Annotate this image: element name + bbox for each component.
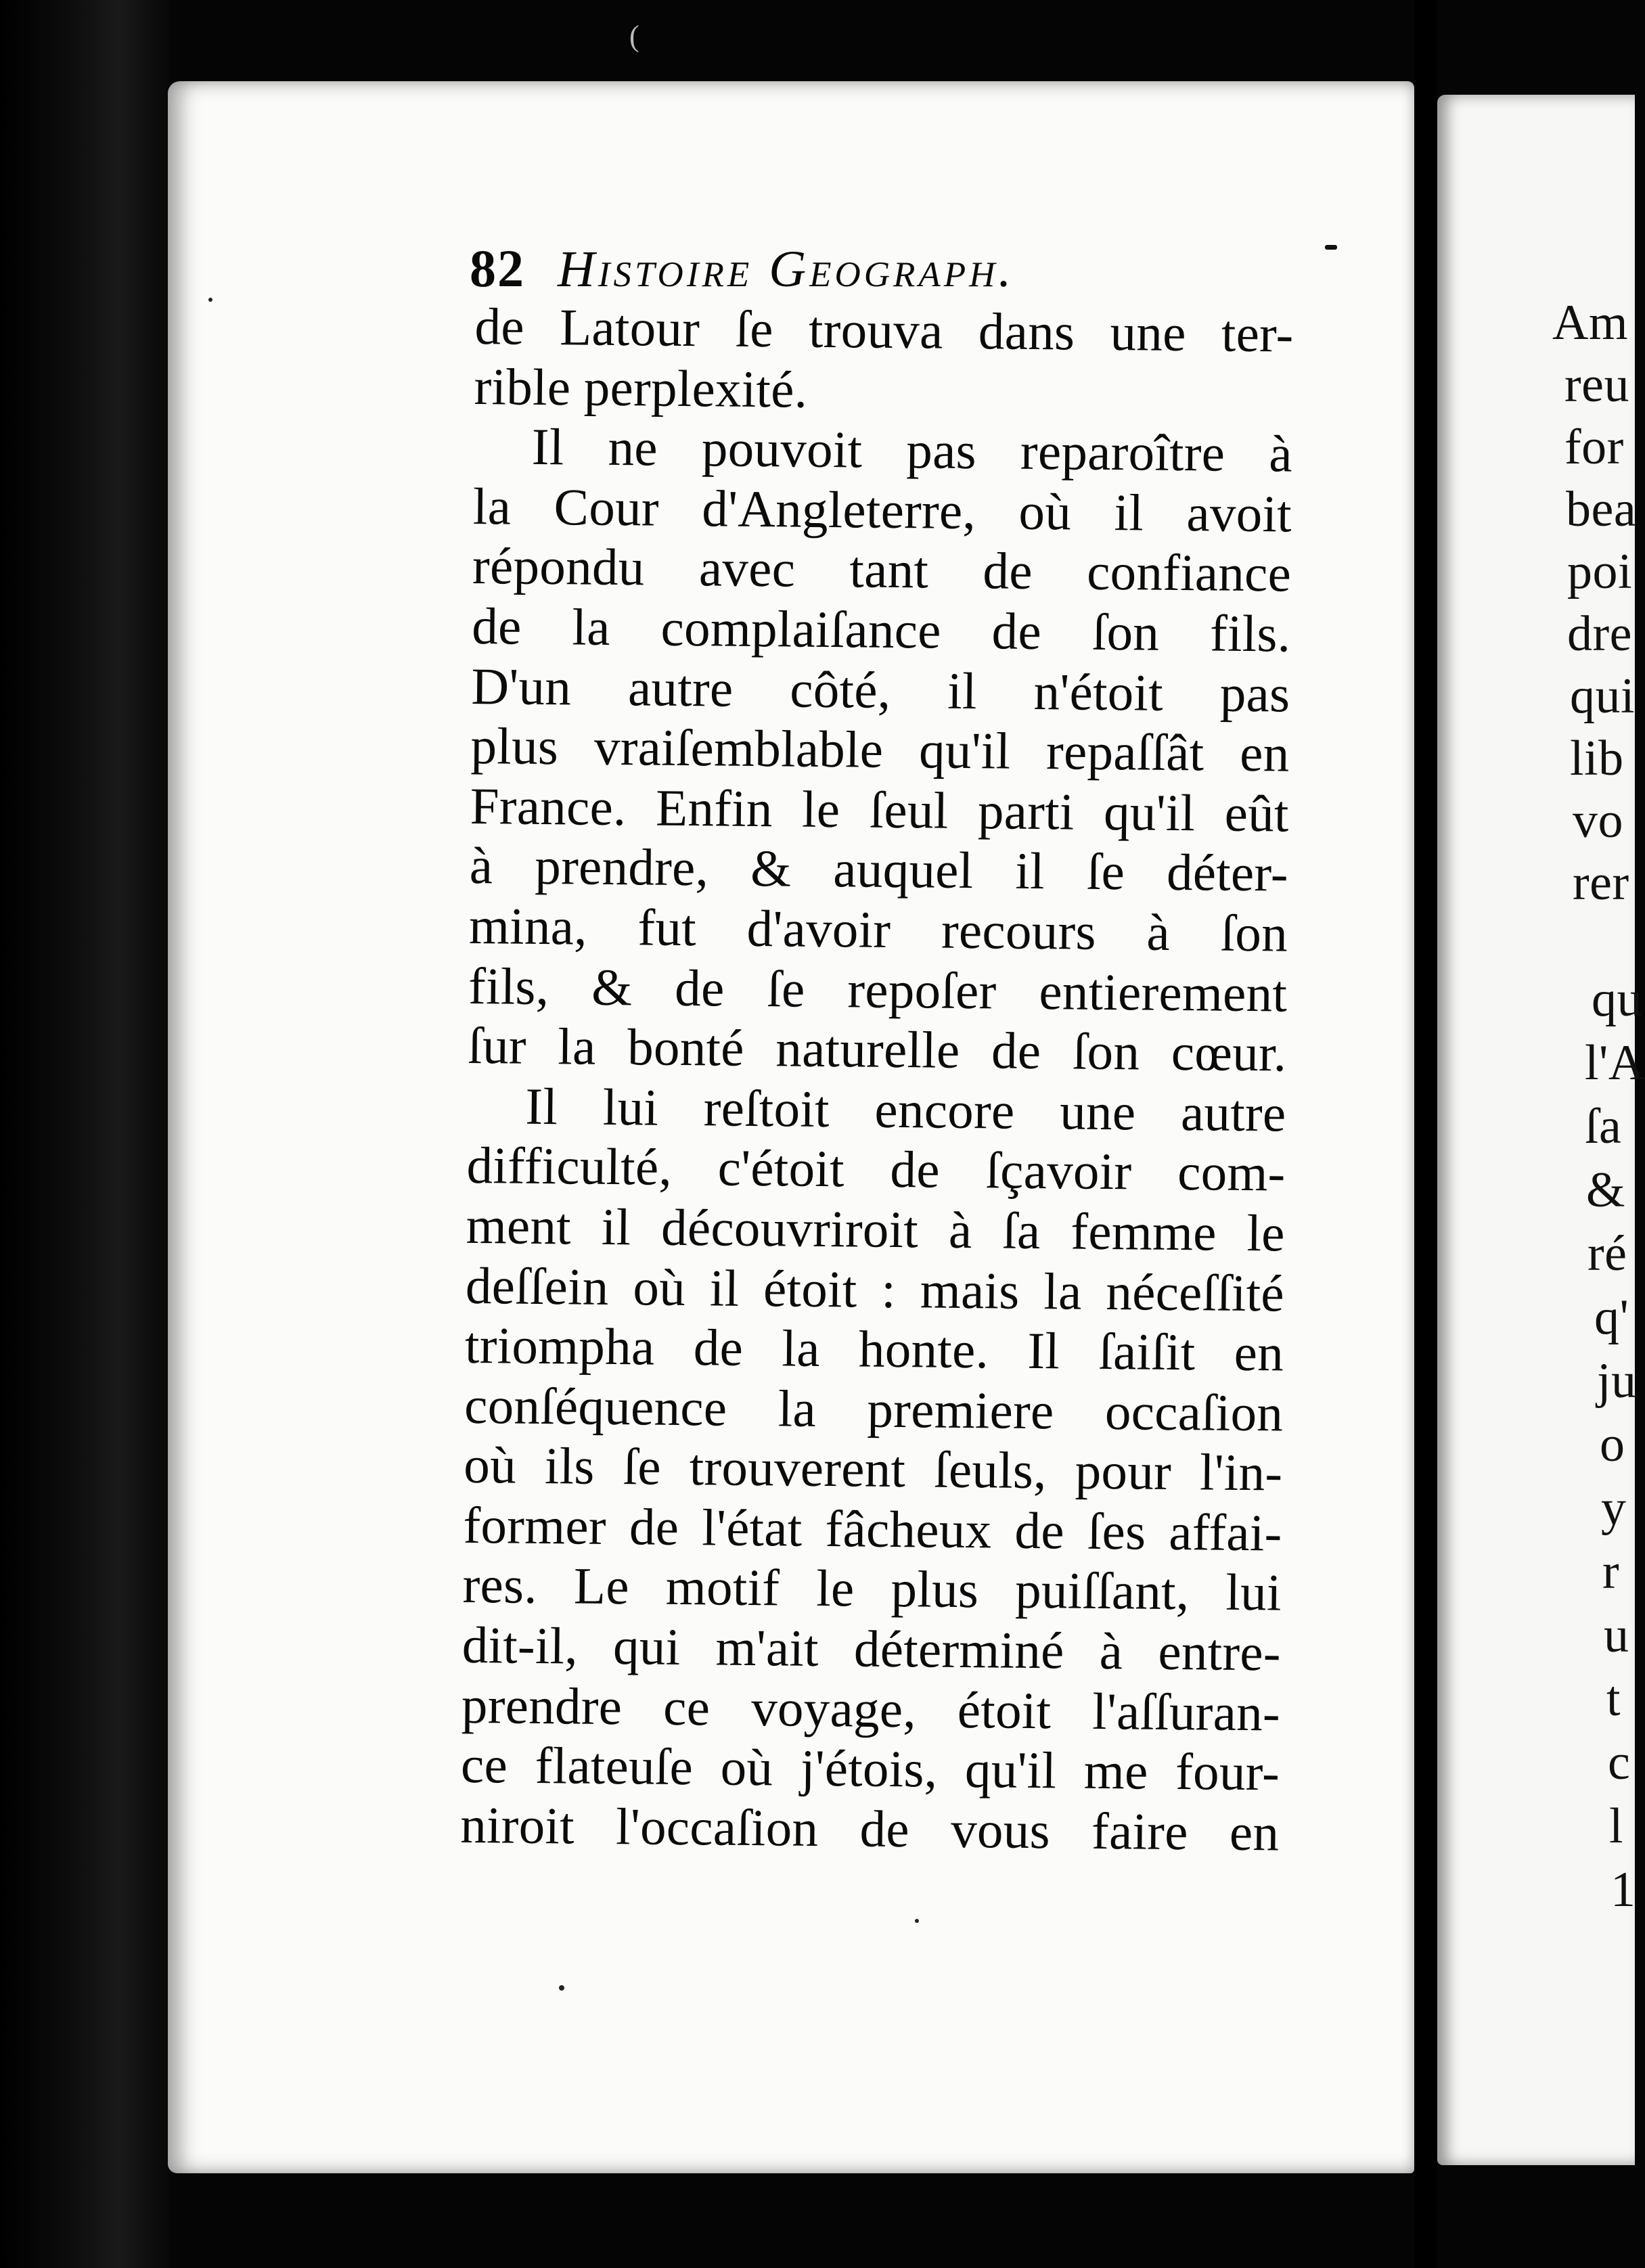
facing-fragment: qui [1570, 668, 1636, 724]
facing-page [1437, 95, 1645, 2165]
body-text [460, 296, 1341, 1863]
text-line: difficulté, c'étoit de ſçavoir com- [466, 1136, 1286, 1202]
text-line: Il lui reſtoit encore une autre [525, 1076, 1286, 1143]
facing-fragment: l'A [1585, 1035, 1645, 1091]
facing-fragment: c [1608, 1735, 1631, 1790]
facing-fragment: & [1586, 1162, 1626, 1218]
facing-fragment: dre [1567, 606, 1632, 662]
facing-fragment: 1 [1610, 1862, 1636, 1918]
text-line: former de l'état fâcheux de ſes affai- [463, 1495, 1282, 1562]
text-line: mina, fut d'avoir recours à ſon [468, 896, 1288, 963]
text-line: prendre ce voyage, étoit l'aſſuran- [461, 1675, 1281, 1742]
text-line: fils, & de ſe repoſer entierement [468, 956, 1288, 1023]
text-line: niroit l'occaſion de vous faire en [459, 1795, 1280, 1862]
text-line: rible perplexité. [474, 357, 808, 419]
facing-fragment: q' [1594, 1290, 1629, 1345]
facing-fragment: y [1601, 1480, 1627, 1536]
text-line: plus vraiſemblable qu'il repaſſât en [470, 717, 1290, 783]
text-line: ſur la bonté naturelle de ſon cœur. [467, 1016, 1287, 1083]
text-line: où ils ſe trouverent ſeuls, pour l'in- [464, 1436, 1283, 1502]
text-line: de la complaiſance de ſon fils. [471, 596, 1291, 663]
facing-fragment: vo [1573, 793, 1623, 848]
facing-fragment: bea [1566, 482, 1637, 537]
text-line: Il ne pouvoit pas reparoître à [531, 417, 1293, 483]
text-line: répondu avec tant de confiance [472, 537, 1292, 603]
text-line: triompha de la honte. Il ſaiſit en [464, 1316, 1284, 1382]
facing-fragment: poi [1567, 544, 1633, 599]
text-line: la Cour d'Angleterre, où il avoit [472, 476, 1292, 543]
facing-fragment: ré [1587, 1226, 1627, 1282]
text-line: ce flateuſe où j'étois, qu'il me four- [460, 1736, 1280, 1802]
facing-fragment: qu [1592, 972, 1642, 1027]
scan-left-edge [0, 0, 169, 2268]
text-line: à prendre, & auquel il ſe déter- [469, 836, 1289, 903]
facing-fragment: ſa [1585, 1099, 1622, 1154]
facing-fragment: lib [1570, 731, 1624, 786]
text-line: ment il découvriroit à ſa femme le [466, 1196, 1286, 1263]
text-line: dit-il, qui m'ait déterminé à entre- [461, 1615, 1282, 1682]
facing-fragment: l [1609, 1798, 1624, 1854]
book-gutter [1414, 0, 1437, 2268]
text-line: France. Enfin le ſeul parti qu'il eût [470, 776, 1290, 843]
facing-fragment: reu [1564, 357, 1629, 413]
text-line: conſéquence la premiere occaſion [464, 1376, 1284, 1443]
facing-fragment: r [1602, 1544, 1620, 1600]
ink-speck [1325, 245, 1337, 250]
facing-fragment: Am [1552, 295, 1628, 350]
facing-fragment: ju [1597, 1353, 1637, 1409]
text-line: de Latour ſe trouva dans une ter- [474, 296, 1294, 363]
running-head [470, 238, 1282, 300]
facing-fragment: t [1606, 1671, 1621, 1727]
running-title: Histoire Geograph. [558, 241, 1015, 298]
text-line: D'un autre côté, il n'étoit pas [471, 656, 1290, 723]
facing-fragment: u [1604, 1608, 1629, 1663]
corner-mark: ( [629, 20, 639, 53]
facing-fragment: o [1600, 1417, 1625, 1472]
page-number: 82 [470, 239, 525, 298]
facing-fragment: rer [1573, 855, 1629, 911]
text-line: res. Le motif le plus puiſſant, lui [462, 1556, 1282, 1622]
text-line: deſſein où il étoit : mais la néceſſité [465, 1256, 1285, 1323]
facing-fragment: for [1564, 419, 1624, 475]
